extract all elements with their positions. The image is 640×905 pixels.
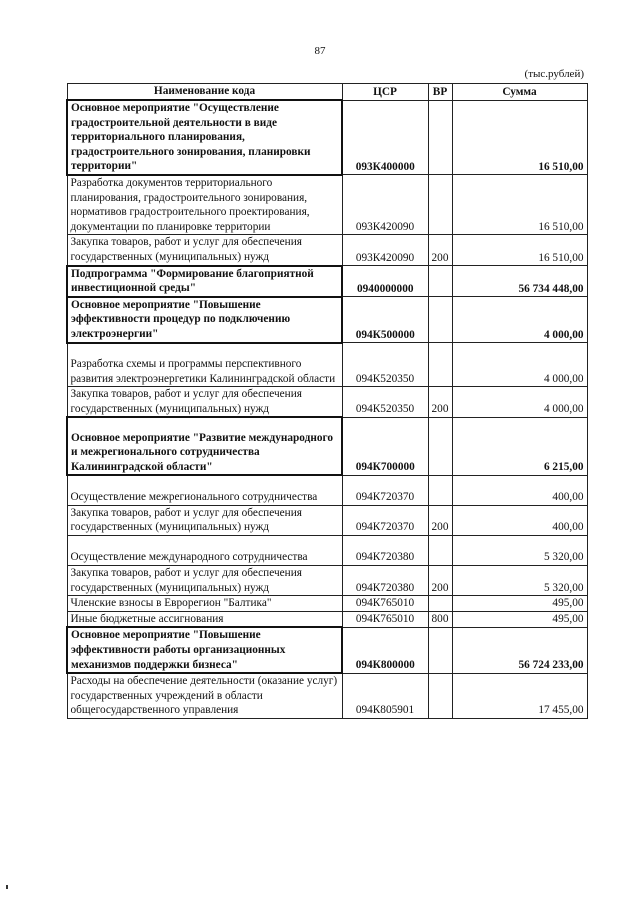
cell-vr	[428, 297, 452, 343]
cell-name: Основное мероприятие "Развитие международного и межрегионального сотрудничества Калининградской области"	[67, 417, 342, 475]
cell-code: 094К720380	[342, 566, 428, 596]
table-row	[67, 100, 587, 175]
table-row	[67, 417, 587, 475]
cell-code: 094К500000	[342, 297, 428, 343]
cell-code: 093К420090	[342, 235, 428, 266]
cell-name: Закупка товаров, работ и услуг для обеспечения государственных (муниципальных) нужд	[67, 387, 342, 418]
cell-sum: 5 320,00	[452, 566, 587, 596]
cell-vr	[428, 417, 452, 475]
cell-code: 094К765010	[342, 596, 428, 612]
column-header-name: Наименование кода	[67, 84, 342, 101]
cell-sum: 16 510,00	[452, 235, 587, 266]
cell-code: 094К805901	[342, 673, 428, 718]
cell-sum: 495,00	[452, 611, 587, 627]
cell-name: Закупка товаров, работ и услуг для обеспечения государственных (муниципальных) нужд	[67, 566, 342, 596]
cell-code: 094К720370	[342, 475, 428, 505]
cell-name: Закупка товаров, работ и услуг для обеспечения государственных (муниципальных) нужд	[67, 235, 342, 266]
table-row	[67, 266, 587, 297]
cell-sum: 56 734 448,00	[452, 266, 587, 297]
table-row	[67, 235, 587, 266]
cell-name: Разработка документов территориального планирования, градостроительного зонирования, нормативов градостроительного проектирования, документации по планировке территории	[67, 175, 342, 235]
cell-vr	[428, 266, 452, 297]
cell-sum: 16 510,00	[452, 175, 587, 235]
cell-vr	[428, 175, 452, 235]
cell-vr	[428, 596, 452, 612]
cell-name: Членские взносы в Еврорегион "Балтика"	[67, 596, 342, 612]
cell-code: 094К520350	[342, 343, 428, 387]
cell-vr	[428, 475, 452, 505]
cell-sum: 6 215,00	[452, 417, 587, 475]
table-row	[67, 611, 587, 627]
cell-vr	[428, 343, 452, 387]
cell-code: 094К720370	[342, 505, 428, 535]
table-row	[67, 505, 587, 535]
table-row	[67, 175, 587, 235]
page-number: 87	[314, 45, 326, 57]
cell-sum: 5 320,00	[452, 536, 587, 566]
cell-vr	[428, 627, 452, 673]
units-label: (тыс.рублей)	[524, 68, 584, 80]
budget-table	[66, 83, 588, 719]
cell-sum: 4 000,00	[452, 387, 587, 418]
cell-sum: 4 000,00	[452, 343, 587, 387]
table-row	[67, 596, 587, 612]
table-body	[67, 100, 587, 718]
column-header-code: ЦСР	[342, 84, 428, 101]
margin-mark	[6, 885, 8, 889]
cell-sum: 495,00	[452, 596, 587, 612]
cell-vr	[428, 673, 452, 718]
cell-code: 094К720380	[342, 536, 428, 566]
cell-name: Подпрограмма "Формирование благоприятной инвестиционной среды"	[67, 266, 342, 297]
cell-code: 094К765010	[342, 611, 428, 627]
cell-vr	[428, 100, 452, 175]
cell-code: 093К400000	[342, 100, 428, 175]
cell-name: Основное мероприятие "Осуществление градостроительной деятельности в виде территориального планирования, градостроительного зонирования, планировки территории"	[67, 100, 342, 175]
cell-vr: 200	[428, 505, 452, 535]
table-row	[67, 627, 587, 673]
table-row	[67, 536, 587, 566]
cell-vr: 800	[428, 611, 452, 627]
cell-name: Осуществление межрегионального сотрудничества	[67, 475, 342, 505]
cell-code: 093К420090	[342, 175, 428, 235]
table-row	[67, 297, 587, 343]
cell-vr	[428, 536, 452, 566]
cell-code: 094К700000	[342, 417, 428, 475]
cell-sum: 400,00	[452, 475, 587, 505]
cell-code: 0940000000	[342, 266, 428, 297]
cell-sum: 400,00	[452, 505, 587, 535]
column-header-sum: Сумма	[452, 84, 587, 101]
cell-name: Осуществление международного сотрудничества	[67, 536, 342, 566]
cell-name: Разработка схемы и программы перспективного развития электроэнергетики Калининградской области	[67, 343, 342, 387]
cell-vr: 200	[428, 387, 452, 418]
cell-code: 094К520350	[342, 387, 428, 418]
cell-name: Закупка товаров, работ и услуг для обеспечения государственных (муниципальных) нужд	[67, 505, 342, 535]
table-header-row	[67, 84, 587, 101]
cell-name: Основное мероприятие "Повышение эффективности работы организационных механизмов поддержки бизнеса"	[67, 627, 342, 673]
table-row	[67, 343, 587, 387]
cell-sum: 56 724 233,00	[452, 627, 587, 673]
cell-sum: 4 000,00	[452, 297, 587, 343]
table-row	[67, 475, 587, 505]
cell-vr: 200	[428, 566, 452, 596]
cell-name: Иные бюджетные ассигнования	[67, 611, 342, 627]
cell-sum: 17 455,00	[452, 673, 587, 718]
column-header-vr: ВР	[428, 84, 452, 101]
table-row	[67, 387, 587, 418]
cell-name: Основное мероприятие "Повышение эффективности процедур по подключению электроэнергии"	[67, 297, 342, 343]
cell-code: 094К800000	[342, 627, 428, 673]
table-row	[67, 566, 587, 596]
cell-vr: 200	[428, 235, 452, 266]
table-row	[67, 673, 587, 718]
cell-sum: 16 510,00	[452, 100, 587, 175]
cell-name: Расходы на обеспечение деятельности (оказание услуг) государственных учреждений в области общегосударственного управления	[67, 673, 342, 718]
